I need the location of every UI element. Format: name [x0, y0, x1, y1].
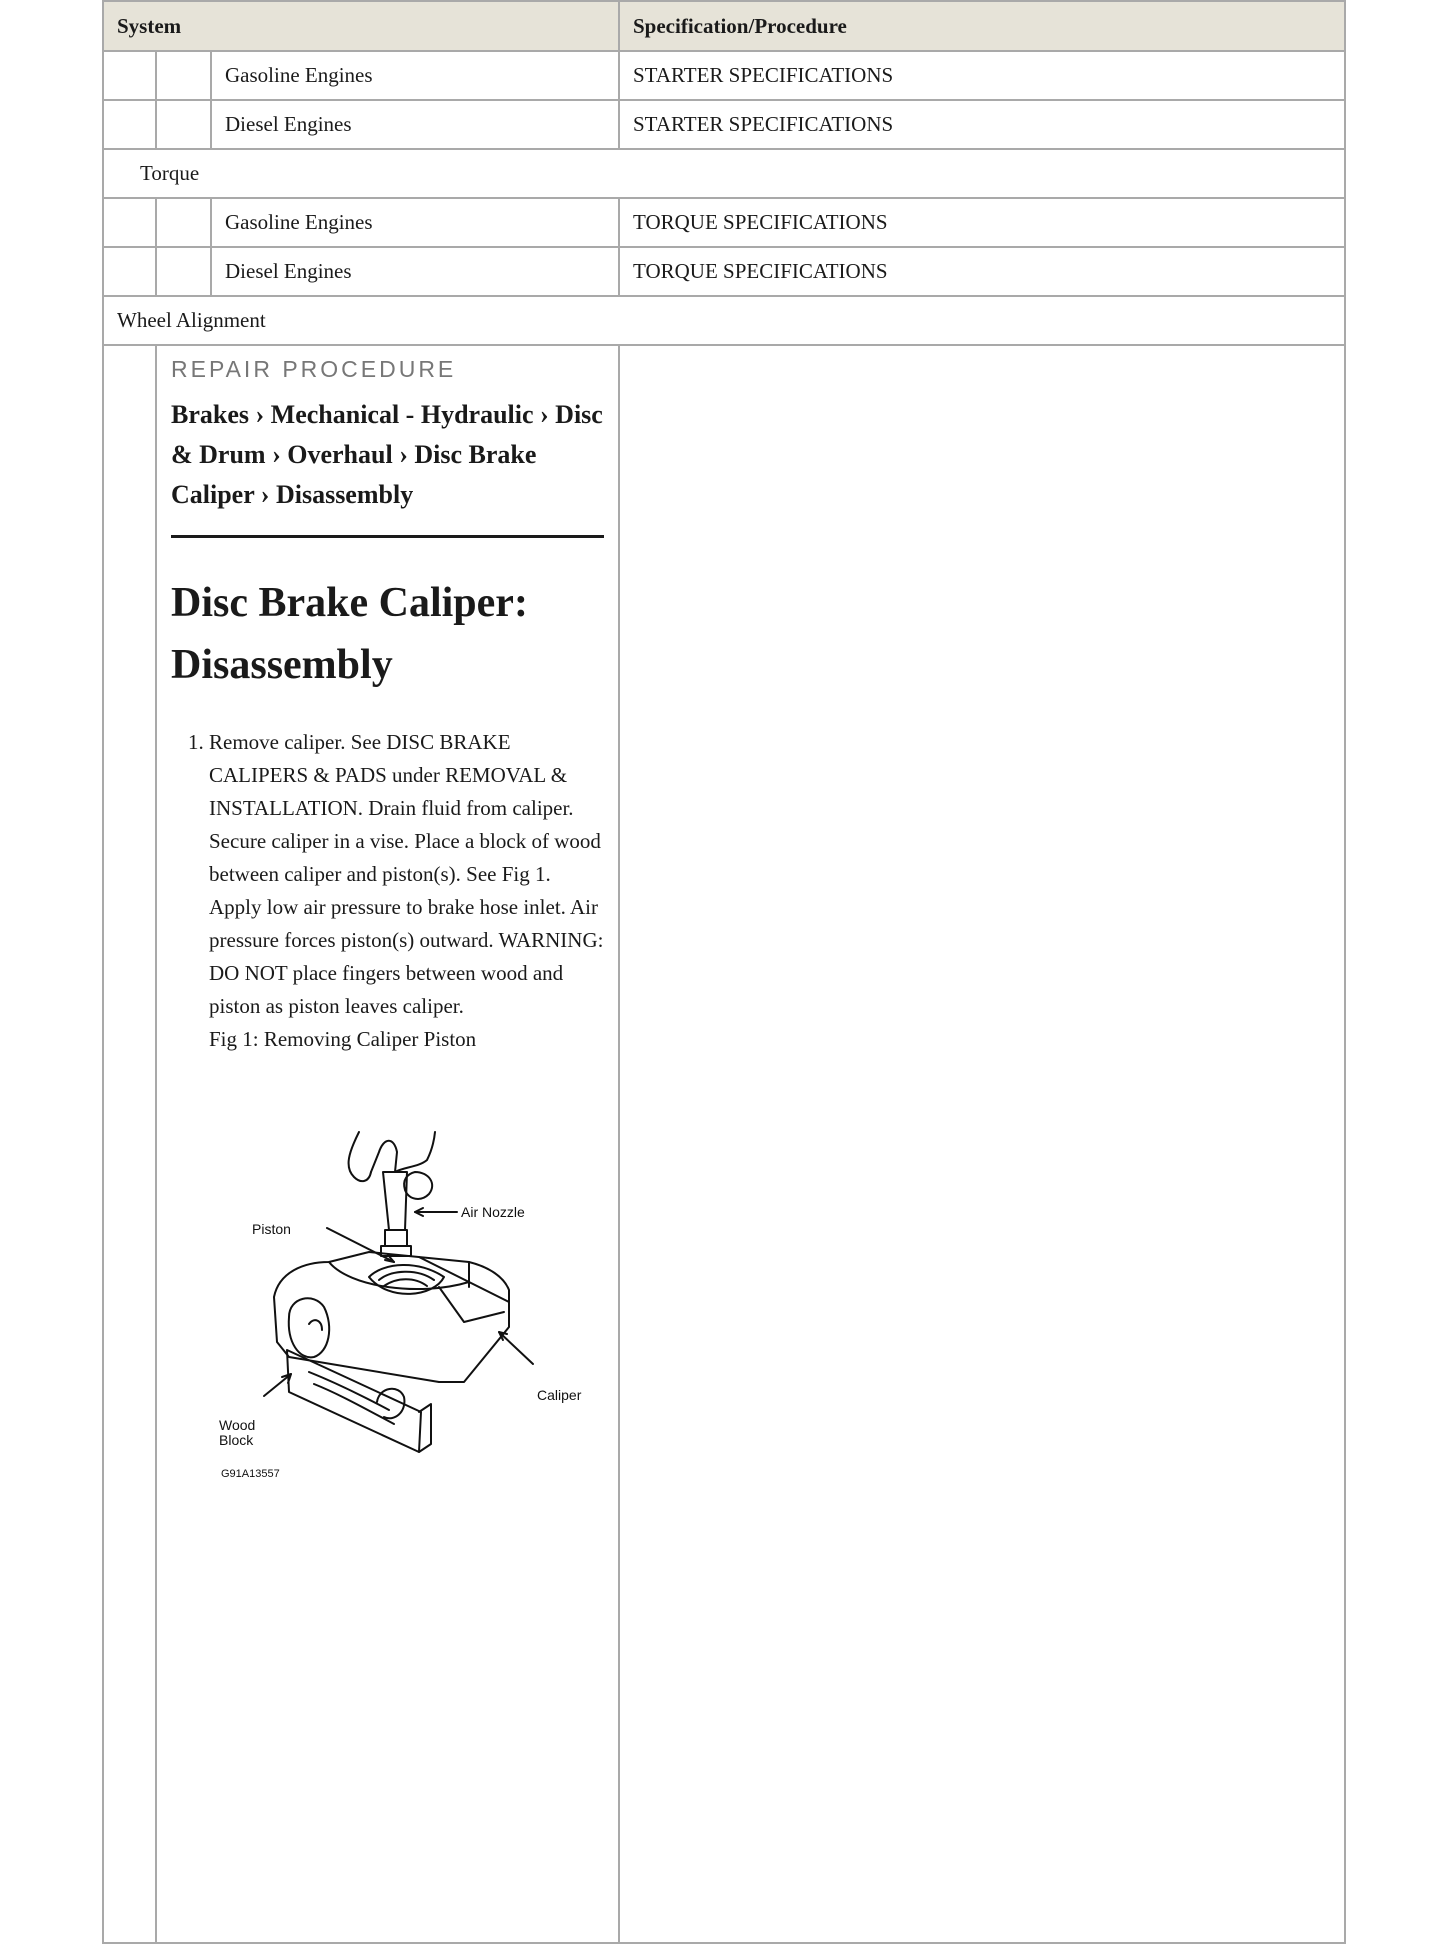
breadcrumb: Brakes › Mechanical - Hydraulic › Disc & Drum › Overhaul › Disc Brake Caliper › Disassembly [171, 395, 604, 538]
caliper-figure [219, 1112, 599, 1492]
system-cell: Diesel Engines [211, 247, 619, 296]
repair-procedure-kicker: REPAIR PROCEDURE [171, 356, 457, 382]
table-row [103, 149, 1345, 198]
indent-cell [103, 345, 156, 1943]
step-text: Remove caliper. See DISC BRAKE CALIPERS & PADS under REMOVAL & INSTALLATION. Drain fluid from caliper. Secure caliper in a vise. Place a block of wood between caliper and piston(s). See Fig 1. Apply low air pressure to brake hose inlet. Air pressure forces piston(s) outward. WARNING: DO NOT place fingers between wood and piston as piston leaves caliper. [209, 730, 604, 1018]
label-wood-block-1: Wood [219, 1417, 256, 1433]
table-row [103, 296, 1345, 345]
system-cell: Gasoline Engines [211, 198, 619, 247]
spec-link[interactable]: STARTER SPECIFICATIONS [619, 100, 1345, 149]
spec-link[interactable]: TORQUE SPECIFICATIONS [619, 247, 1345, 296]
indent-cell [103, 198, 156, 247]
header-specification: Specification/Procedure [619, 1, 1345, 51]
procedure-steps [171, 726, 604, 1056]
indent-cell [103, 247, 156, 296]
empty-spec-cell [619, 345, 1345, 1943]
indent-cell [156, 51, 211, 100]
figure-code: G91A13557 [221, 1468, 280, 1480]
section-wheel-alignment: Wheel Alignment [103, 296, 1345, 345]
specifications-table [102, 0, 1346, 1944]
indent-cell [156, 247, 211, 296]
spec-link[interactable]: STARTER SPECIFICATIONS [619, 51, 1345, 100]
page-title: Disc Brake Caliper: Disassembly [171, 580, 528, 688]
label-wood-block-2: Block [219, 1432, 254, 1448]
procedure-cell [156, 345, 619, 1943]
table-row [103, 198, 1345, 247]
header-system: System [103, 1, 619, 51]
indent-cell [156, 198, 211, 247]
system-cell: Gasoline Engines [211, 51, 619, 100]
label-air-nozzle: Air Nozzle [461, 1204, 525, 1220]
figure-caption: Fig 1: Removing Caliper Piston [209, 1027, 477, 1051]
system-cell: Diesel Engines [211, 100, 619, 149]
indent-cell [156, 100, 211, 149]
table-row [103, 100, 1345, 149]
label-piston: Piston [252, 1221, 291, 1237]
label-caliper: Caliper [537, 1387, 582, 1403]
procedure-step [209, 726, 604, 1056]
table-row [103, 51, 1345, 100]
table-row [103, 247, 1345, 296]
section-torque: Torque [103, 149, 1345, 198]
indent-cell [103, 51, 156, 100]
indent-cell [103, 100, 156, 149]
spec-link[interactable]: TORQUE SPECIFICATIONS [619, 198, 1345, 247]
procedure-row [103, 345, 1345, 1943]
